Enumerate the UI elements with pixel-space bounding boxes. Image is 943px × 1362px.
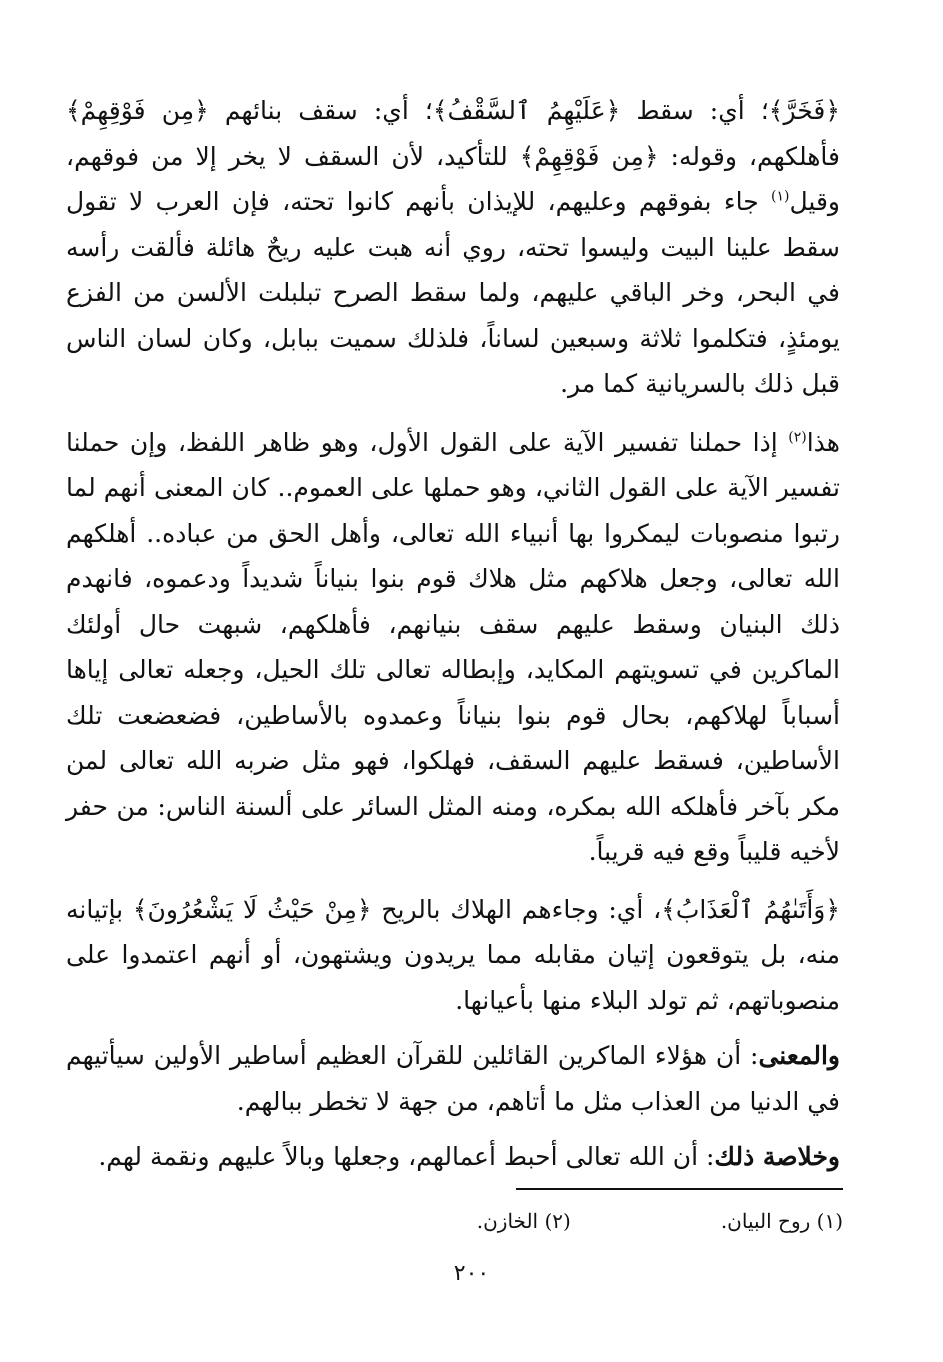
footnotes	[300, 1206, 843, 1236]
paragraph-5-lead: وخلاصة ذلك	[714, 1142, 840, 1171]
footnote-marker-1: (١)	[771, 188, 790, 205]
footnote-divider	[516, 1188, 843, 1190]
page-number: ٢٠٠	[453, 1261, 490, 1286]
footnote-1: (١) روح البيان.	[720, 1209, 843, 1233]
paragraph-5-text: : أن الله تعالى أحبط أعمالهم، وجعلها وبالاً عليهم ونقمة لهم.	[98, 1142, 715, 1171]
paragraph-4-lead: والمعنى	[758, 1041, 840, 1070]
footnote-2: (٢) الخازن.	[476, 1209, 571, 1233]
paragraph-1	[66, 88, 840, 407]
paragraph-5	[66, 1134, 840, 1180]
paragraph-2	[66, 420, 840, 875]
paragraph-2-text-before: هذا	[806, 427, 840, 457]
paragraph-2-text-after: إذا حملنا تفسير الآية على القول الأول، وهو ظاهر اللفظ، وإن حملنا تفسير الآية على القول الثاني، وهو حملها على العموم.. كان المعنى أنهم لما رتبوا منصوبات ليمكروا بها أنبياء الله تعالى، وأهل الحق من عباده.. أهلكهم الله تعالى، وجعل هلاكهم مثل هلاك قوم بنوا بنياناً شديداً ودعموه، فانهدم ذلك البنيان وسقط عليهم سقف بنيانهم، فأهلكهم، شبهت حال أولئك الماكرين في تسويتهم المكايد، وإبطاله تعالى تلك الحيل، وجعله تعالى إياها أسباباً لهلاكهم، بحال قوم بنوا بنياناً وعمدوه بالأساطين، فضعضعت تلك الأساطين، فسقط عليهم السقف، فهلكوا، فهو مثل ضربه الله تعالى لمن مكر بآخر فأهلكه الله بمكره، ومنه المثل السائر على ألسنة الناس: من حفر لأخيه قليباً وقع فيه قريباً.	[66, 427, 840, 866]
paragraph-4-text: : أن هؤلاء الماكرين القائلين للقرآن العظيم أساطير الأولين سيأتيهم في الدنيا من العذاب مثل ما أتاهم، من جهة لا تخطر ببالهم.	[66, 1041, 840, 1116]
main-text	[66, 88, 840, 1180]
paragraph-4	[66, 1033, 840, 1124]
footnote-marker-2: (٢)	[788, 429, 807, 446]
paragraph-1-text-before: ﴿فَخَرَّ﴾؛ أي: سقط ﴿عَلَيْهِمُ ٱلسَّقْفُ﴾؛ أي: سقف بنائهم ﴿مِن فَوْقِهِمْ﴾ فأهلكهم، وقوله: ﴿مِن فَوْقِهِمْ﴾ للتأكيد، لأن السقف لا يخر إلا من فوقهم، وقيل	[66, 96, 840, 216]
paragraph-1-text-after: جاء بفوقهم وعليهم، للإيذان بأنهم كانوا تحته، فإن العرب لا تقول سقط علينا البيت وليسوا تحته، روي أنه هبت عليه ريحٌ هائلة فألقت رأسه في البحر، وخر الباقي عليهم، ولما سقط الصرح تبلبلت الألسن من الفزع يومئذٍ، فتكلموا ثلاثة وسبعين لساناً، فلذلك سميت ببابل، وكان لسان الناس قبل ذلك بالسريانية كما مر.	[66, 187, 840, 398]
paragraph-3	[66, 887, 840, 1024]
paragraph-3-text: ﴿وَأَتَىٰهُمُ ٱلْعَذَابُ﴾، أي: وجاءهم الهلاك بالريح ﴿مِنْ حَيْثُ لَا يَشْعُرُونَ﴾ بإتيانه منه، بل يتوقعون إتيان مقابله مما يريدون ويشتهون، أو أنهم اعتمدوا على منصوباتهم، ثم تولد البلاء منها بأعيانها.	[66, 894, 840, 1015]
